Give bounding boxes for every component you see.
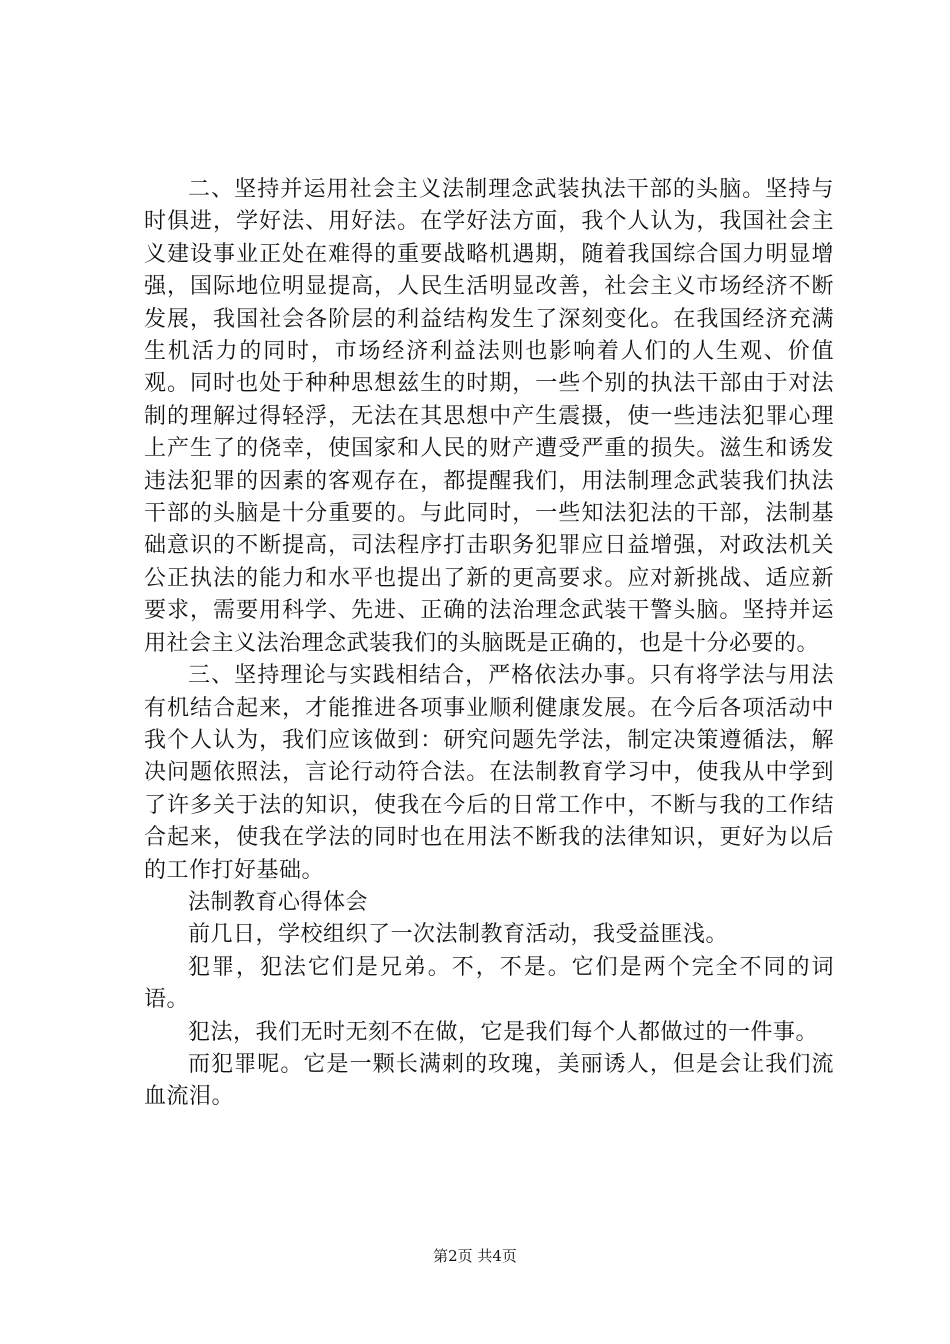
document-body [144, 174, 834, 1114]
article-title: 法制教育心得体会 [188, 889, 369, 915]
paragraph-intro: 前几日，学校组织了一次法制教育活动，我受益匪浅。 [188, 922, 729, 948]
page-number-footer: 第2页 共4页 [433, 1247, 517, 1265]
paragraph-section-two: 二、坚持并运用社会主义法制理念武装执法干部的头脑。坚持与时俱进，学好法、用好法。在学好法方面，我个人认为，我国社会主义建设事业正处在难得的重要战略机遇期，随着我国综合国力明显增强，国际地位明显提高，人民生活明显改善，社会主义市场经济不断发展，我国社会各阶层的利益结构发生了深刻变化。在我国经济充满生机活力的同时，市场经济利益法则也影响着人们的人生观、价值观。同时也处于种种思想兹生的时期，一些个别的执法干部由于对法制的理解过得轻浮，无法在其思想中产生震摄，使一些违法犯罪心理上产生了的侥幸，使国家和人民的财产遭受严重的损失。滋生和诱发违法犯罪的因素的客观存在，都提醒我们，用法制理念武装我们执法干部的头脑是十分重要的。与此同时，一些知法犯法的干部，法制基础意识的不断提高，司法程序打击职务犯罪应日益增强，对政法机关公正执法的能力和水平也提出了新的更高要求。应对新挑战、适应新要求，需要用科学、先进、正确的法治理念武装干警头脑。坚持并运用社会主义法治理念武装我们的头脑既是正确的，也是十分必要的。 [144, 177, 834, 656]
paragraph-crime-vs-law: 犯罪，犯法它们是兄弟。不，不是。它们是两个完全不同的词语。 [144, 954, 834, 1013]
paragraph-breaking-law: 犯法，我们无时无刻不在做，它是我们每个人都做过的一件事。 [188, 1019, 819, 1045]
paragraph-section-three: 三、坚持理论与实践相结合，严格依法办事。只有将学法与用法有机结合起来，才能推进各项事业顺利健康发展。在今后各项活动中我个人认为，我们应该做到：研究问题先学法，制定决策遵循法，解决问题依照法，言论行动符合法。在法制教育学习中，使我从中学到了许多关于法的知识，使我在今后的日常工作中，不断与我的工作结合起来，使我在学法的同时也在用法不断我的法律知识，更好为以后的工作打好基础。 [144, 663, 834, 883]
paragraph-crime-rose: 而犯罪呢。它是一颗长满刺的玫瑰，美丽诱人，但是会让我们流血流泪。 [144, 1051, 834, 1110]
